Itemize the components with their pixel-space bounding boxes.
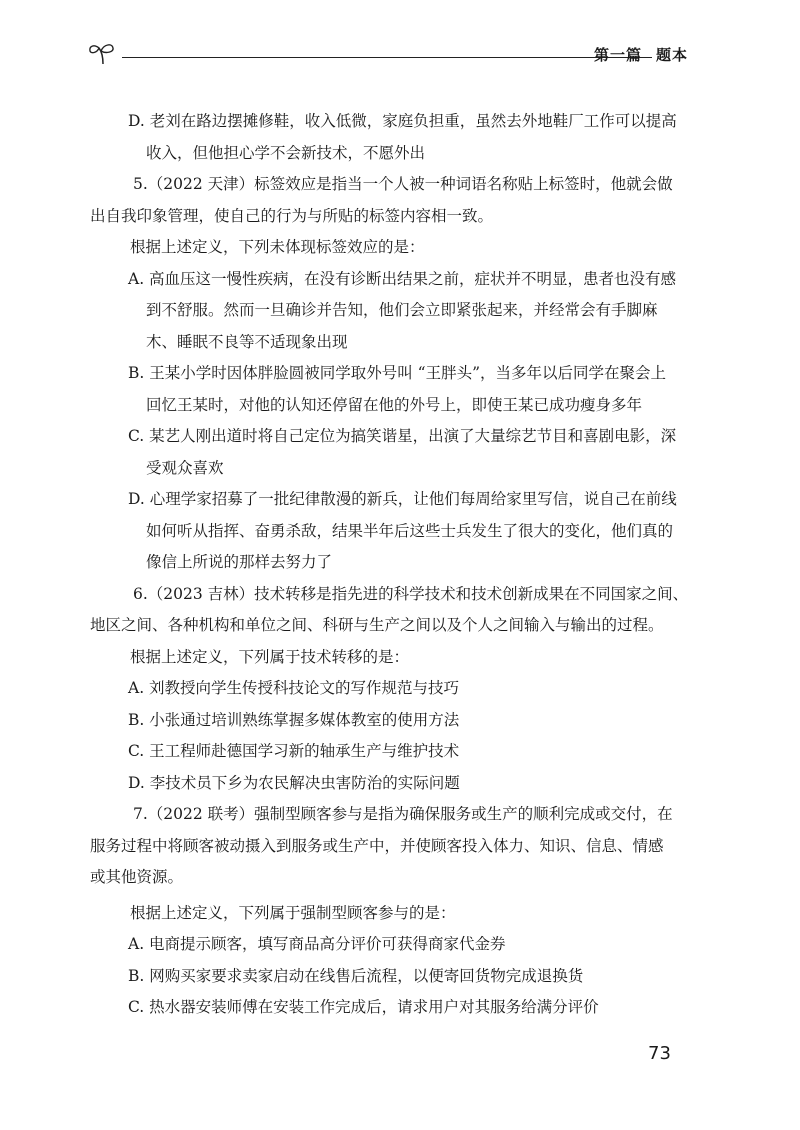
q7-option-c: C. 热水器安装师傅在安装工作完成后，请求用户对其服务给满分评价	[128, 998, 599, 1016]
q7-prompt: 根据上述定义，下列属于强制型顾客参与的是：	[130, 903, 456, 922]
q6-stem-cont: 地区之间、各种机构和单位之间、科研与生产之间以及个人之间输入与输出的过程。	[90, 616, 664, 634]
q7-stem: 7.（2022 联考）强制型顾客参与是指为确保服务或生产的顺利完成或交付，在	[133, 805, 673, 823]
header-title: 题本	[655, 46, 688, 64]
q7-option-a: A. 电商提示顾客，填写商品高分评价可获得商家代金券	[128, 935, 506, 953]
q5-option-c-cont: 受观众喜欢	[146, 458, 224, 477]
question-body	[90, 106, 690, 1024]
q4-option-d-cont: 收入，但他担心学不会新技术，不愿外出	[146, 143, 426, 162]
q5-prompt: 根据上述定义，下列未体现标签效应的是：	[130, 238, 425, 256]
q5-option-a: A. 高血压这一慢性疾病，在没有诊断出结果之前，症状并不明显，患者也没有感	[128, 269, 677, 288]
page-number: 73	[648, 1043, 671, 1064]
q6-option-a: A. 刘教授向学生传授科技论文的写作规范与技巧	[128, 679, 460, 697]
page-header	[88, 38, 688, 68]
q5-option-b: B. 王某小学时因体胖脸圆被同学取外号叫 “王胖头”，当多年以后同学在聚会上	[128, 364, 667, 382]
q6-option-c: C. 王工程师赴德国学习新的轴承生产与维护技术	[128, 742, 460, 760]
q5-option-a-cont2: 木、睡眠不良等不适现象出现	[146, 332, 348, 351]
q7-option-b: B. 网购买家要求卖家启动在线售后流程，以便寄回货物完成退换货	[128, 966, 584, 985]
header-rule	[122, 57, 652, 58]
q4-option-d: D. 老刘在路边摆摊修鞋，收入低微，家庭负担重，虽然去外地鞋厂工作可以提高	[128, 112, 677, 130]
q7-stem-cont2: 或其他资源。	[90, 868, 184, 886]
q5-option-d-cont2: 像信上所说的那样去努力了	[146, 553, 333, 571]
q5-option-b-cont: 回忆王某时，对他的认知还停留在他的外号上，即使王某已成功瘦身多年	[146, 395, 643, 414]
header-label	[594, 44, 688, 65]
q5-stem: 5.（2022 天津）标签效应是指当一个人被一种词语名称贴上标签时，他就会做	[133, 175, 673, 193]
sprout-icon	[88, 40, 118, 66]
q6-option-d: D. 李技术员下乡为农民解决虫害防治的实际问题	[128, 773, 460, 792]
q7-stem-cont1: 服务过程中将顾客被动摄入到服务或生产中，并使顾客投入体力、知识、信息、情感	[90, 836, 664, 855]
q5-option-d-cont1: 如何听从指挥、奋勇杀敌，结果半年后这些士兵发生了很大的变化，他们真的	[146, 521, 674, 540]
header-part: 第一篇	[593, 46, 642, 64]
q6-stem: 6.（2023 吉林）技术转移是指先进的科学技术和技术创新成果在不同国家之间、	[133, 584, 689, 603]
q5-option-a-cont1: 到不舒服。然而一旦确诊并告知，他们会立即紧张起来，并经常会有手脚麻	[146, 301, 658, 319]
q5-option-c: C. 某艺人刚出道时将自己定位为搞笑谐星，出演了大量综艺节目和喜剧电影，深	[128, 427, 677, 445]
q6-prompt: 根据上述定义，下列属于技术转移的是：	[130, 647, 410, 666]
q5-stem-cont: 出自我印象管理，使自己的行为与所贴的标签内容相一致。	[90, 206, 494, 225]
q5-option-d: D. 心理学家招募了一批纪律散漫的新兵，让他们每周给家里写信，说自己在前线	[128, 490, 677, 508]
q6-option-b: B. 小张通过培训熟练掌握多媒体教室的使用方法	[128, 710, 460, 729]
